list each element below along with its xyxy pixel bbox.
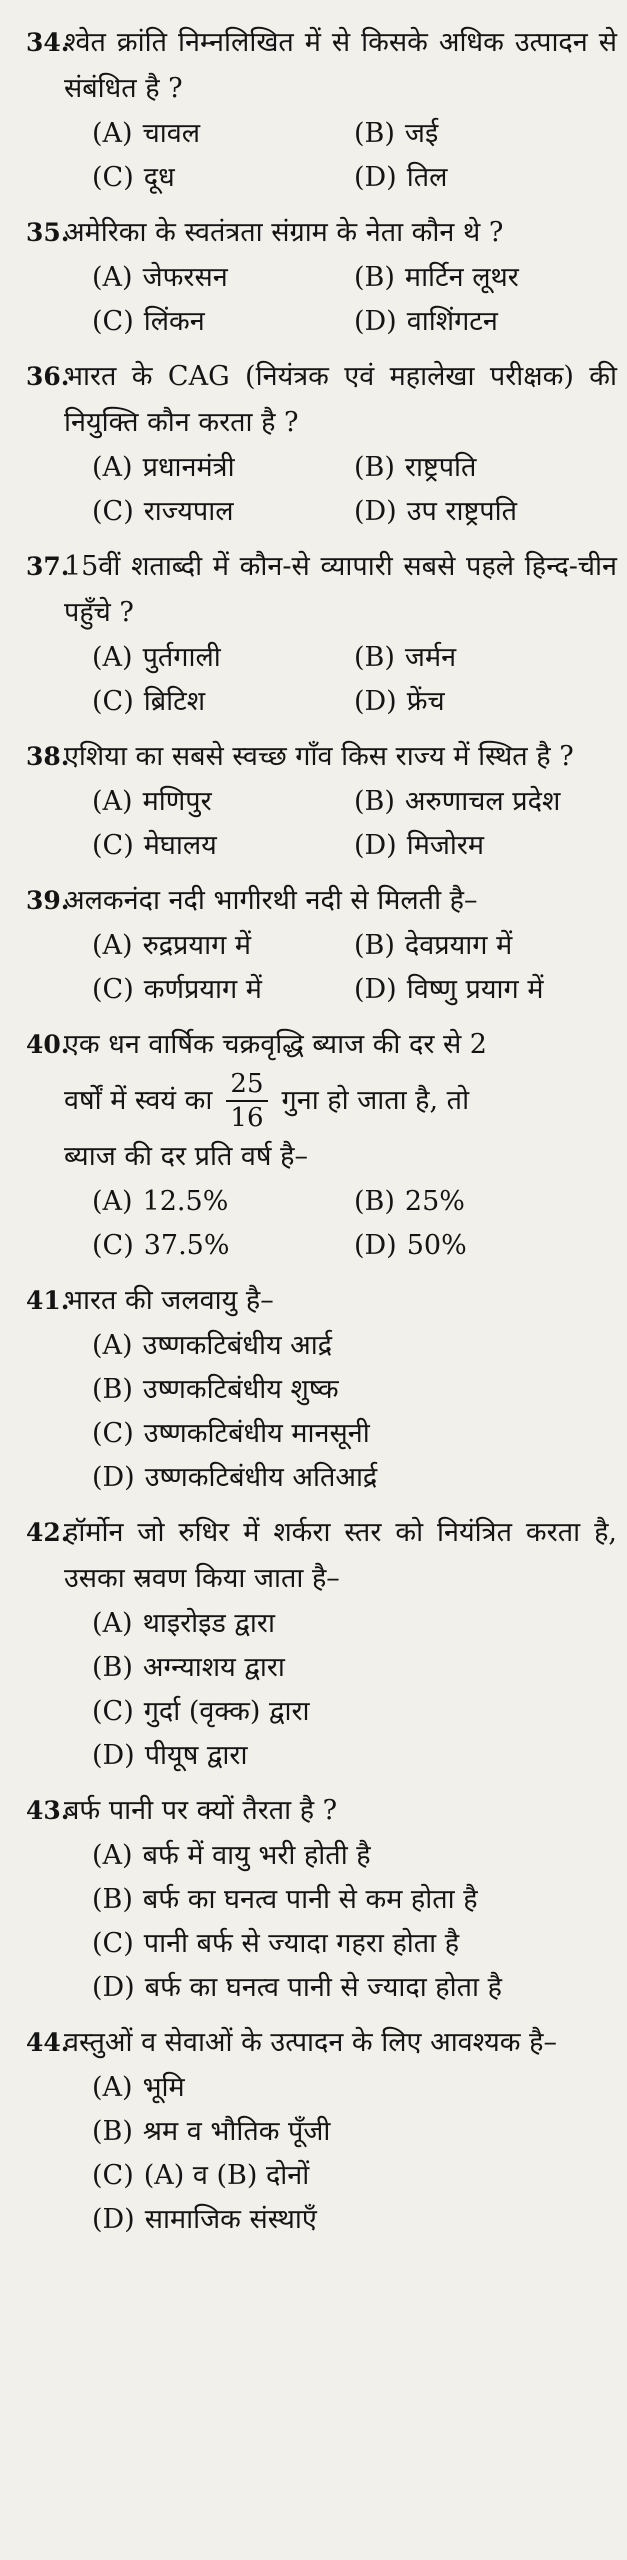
option-text: उप राष्ट्रपति [406, 496, 517, 527]
question-stem: अलकनंदा नदी भागीरथी नदी से मिलती है– [64, 885, 478, 916]
option-c[interactable] [92, 156, 354, 200]
option-text: 25% [404, 1186, 465, 1217]
question-stem-line-1: एक धन वार्षिक चक्रवृद्धि ब्याज की दर से 2 [64, 1029, 487, 1060]
option-d[interactable] [354, 680, 617, 724]
option-letter: (B) [354, 930, 395, 961]
option-letter: (B) [354, 642, 395, 673]
option-d[interactable] [92, 1456, 617, 1500]
option-letter: (C) [92, 830, 134, 861]
option-letter: (B) [92, 1652, 133, 1683]
option-b[interactable] [354, 924, 617, 968]
question-42 [26, 1510, 617, 1778]
option-text: रुद्रप्रयाग में [142, 930, 252, 961]
option-b[interactable] [354, 1180, 617, 1224]
option-letter: (D) [354, 1230, 397, 1261]
option-letter: (D) [92, 2204, 135, 2235]
option-text: तिल [406, 162, 448, 193]
option-text: राज्यपाल [143, 496, 234, 527]
fraction-numerator: 25 [226, 1068, 267, 1102]
option-d[interactable] [92, 2198, 617, 2242]
question-number: 39. [26, 886, 70, 915]
fraction-denominator: 16 [230, 1103, 264, 1133]
option-text: गुर्दा (वृक्क) द्वारा [143, 1696, 310, 1727]
option-text: 12.5% [142, 1186, 229, 1217]
options [92, 446, 617, 534]
options [92, 1834, 617, 2010]
option-letter: (A) [92, 642, 133, 673]
option-text: विष्णु प्रयाग में [406, 974, 544, 1005]
option-letter: (A) [92, 786, 133, 817]
option-a[interactable] [92, 780, 354, 824]
option-text: 37.5% [143, 1230, 230, 1261]
question-stem: श्वेत क्रांति निम्नलिखित में से किसके अधिक उत्पादन से संबंधित है ? [64, 27, 617, 104]
option-b[interactable] [354, 446, 617, 490]
question-40 [26, 1022, 617, 1268]
question-35 [26, 210, 617, 344]
option-d[interactable] [354, 300, 617, 344]
option-text: मेघालय [143, 830, 217, 861]
option-text: ब्रिटिश [143, 686, 206, 717]
option-letter: (A) [92, 1840, 133, 1871]
option-letter: (A) [92, 1330, 133, 1361]
option-letter: (C) [92, 2160, 134, 2191]
option-letter: (B) [354, 452, 395, 483]
option-text: उष्णकटिबंधीय शुष्क [142, 1374, 339, 1405]
option-b[interactable] [92, 1368, 617, 1412]
stem-text-after-fraction: गुना हो जाता है, तो [281, 1085, 470, 1116]
option-text: पुर्तगाली [142, 642, 221, 673]
question-stem: 15वीं शताब्दी में कौन-से व्यापारी सबसे पहले हिन्द-चीन पहुँचे ? [64, 551, 617, 628]
option-letter: (A) [92, 2072, 133, 2103]
option-c[interactable] [92, 1412, 617, 1456]
option-c[interactable] [92, 680, 354, 724]
option-text: 50% [406, 1230, 467, 1261]
option-text: बर्फ का घनत्व पानी से कम होता है [142, 1884, 478, 1915]
question-number: 35. [26, 218, 70, 247]
option-a[interactable] [92, 1180, 354, 1224]
option-letter: (D) [354, 306, 397, 337]
option-d[interactable] [354, 490, 617, 534]
question-43 [26, 1788, 617, 2010]
question-number: 40. [26, 1030, 70, 1059]
option-c[interactable] [92, 968, 354, 1012]
option-d[interactable] [354, 156, 617, 200]
option-a[interactable] [92, 112, 354, 156]
option-text: दूध [143, 162, 175, 193]
option-text: सामाजिक संस्थाएँ [144, 2204, 317, 2235]
question-34 [26, 20, 617, 200]
option-a[interactable] [92, 1834, 617, 1878]
option-text: उष्णकटिबंधीय अतिआर्द्र [144, 1462, 378, 1493]
option-d[interactable] [92, 1966, 617, 2010]
option-text: श्रम व भौतिक पूँजी [142, 2116, 331, 2147]
question-stem: बर्फ पानी पर क्यों तैरता है ? [64, 1795, 338, 1826]
option-b[interactable] [92, 2110, 617, 2154]
option-letter: (B) [92, 2116, 133, 2147]
option-text: देवप्रयाग में [404, 930, 513, 961]
option-letter: (A) [92, 930, 133, 961]
option-d[interactable] [354, 824, 617, 868]
option-letter: (D) [354, 162, 397, 193]
option-text: पीयूष द्वारा [144, 1740, 248, 1771]
option-a[interactable] [92, 256, 354, 300]
options [92, 1602, 617, 1778]
question-number: 37. [26, 552, 70, 581]
question-stem: हॉर्मोन जो रुधिर में शर्करा स्तर को नियंत्रित करता है, उसका स्रवण किया जाता है– [64, 1517, 617, 1594]
question-38 [26, 734, 617, 868]
option-text: (A) व (B) दोनों [143, 2160, 310, 2191]
option-letter: (A) [92, 118, 133, 149]
question-stem: अमेरिका के स्वतंत्रता संग्राम के नेता कौन थे ? [64, 217, 504, 248]
option-letter: (D) [354, 974, 397, 1005]
option-text: जर्मन [404, 642, 457, 673]
option-c[interactable] [92, 1224, 354, 1268]
option-text: राष्ट्रपति [404, 452, 477, 483]
option-text: बर्फ का घनत्व पानी से ज्यादा होता है [144, 1972, 502, 2003]
option-text: मार्टिन लूथर [404, 262, 519, 293]
option-text: अग्न्याशय द्वारा [142, 1652, 285, 1683]
question-stem: भारत की जलवायु है– [64, 1285, 274, 1316]
option-text: फ्रेंच [406, 686, 445, 717]
option-c[interactable] [92, 300, 354, 344]
option-letter: (B) [354, 1186, 395, 1217]
option-d[interactable] [354, 968, 617, 1012]
option-a[interactable] [92, 2066, 617, 2110]
option-b[interactable] [354, 636, 617, 680]
option-letter: (B) [354, 262, 395, 293]
question-44 [26, 2020, 617, 2242]
option-text: थाइरोइड द्वारा [142, 1608, 275, 1639]
option-letter: (D) [92, 1462, 135, 1493]
option-b[interactable] [354, 112, 617, 156]
option-letter: (B) [92, 1884, 133, 1915]
question-stem-line-2 [64, 1068, 617, 1134]
option-a[interactable] [92, 1324, 617, 1368]
option-text: लिंकन [143, 306, 205, 337]
question-stem: एशिया का सबसे स्वच्छ गाँव किस राज्य में स्थित है ? [64, 741, 574, 772]
option-text: बर्फ में वायु भरी होती है [142, 1840, 371, 1871]
question-39 [26, 878, 617, 1012]
option-a[interactable] [92, 446, 354, 490]
option-a[interactable] [92, 924, 354, 968]
option-text: जई [404, 118, 439, 149]
option-letter: (A) [92, 1186, 133, 1217]
option-b[interactable] [92, 1878, 617, 1922]
question-37 [26, 544, 617, 724]
question-number: 44. [26, 2028, 70, 2057]
option-letter: (C) [92, 1696, 134, 1727]
options [92, 112, 617, 200]
option-letter: (D) [92, 1972, 135, 2003]
fraction [226, 1068, 267, 1134]
option-letter: (C) [92, 686, 134, 717]
question-stem-line-3: ब्याज की दर प्रति वर्ष है– [64, 1141, 308, 1172]
option-c[interactable] [92, 824, 354, 868]
option-text: उष्णकटिबंधीय मानसूनी [143, 1418, 370, 1449]
option-letter: (A) [92, 1608, 133, 1639]
question-number: 34. [26, 28, 70, 57]
option-letter: (D) [354, 830, 397, 861]
option-letter: (C) [92, 162, 134, 193]
option-text: मणिपुर [142, 786, 212, 817]
option-b[interactable] [92, 1646, 617, 1690]
options [92, 636, 617, 724]
question-number: 43. [26, 1796, 70, 1825]
option-letter: (D) [92, 1740, 135, 1771]
option-c[interactable] [92, 1922, 617, 1966]
option-letter: (A) [92, 262, 133, 293]
question-36 [26, 354, 617, 534]
question-stem: भारत के CAG (नियंत्रक एवं महालेखा परीक्षक) की नियुक्ति कौन करता है ? [64, 361, 617, 438]
options [92, 1324, 617, 1500]
option-letter: (C) [92, 1928, 134, 1959]
option-c[interactable] [92, 1690, 617, 1734]
options [92, 924, 617, 1012]
option-text: अरुणाचल प्रदेश [404, 786, 561, 817]
option-text: प्रधानमंत्री [142, 452, 235, 483]
options [92, 2066, 617, 2242]
question-number: 38. [26, 742, 70, 771]
option-letter: (D) [354, 496, 397, 527]
question-41 [26, 1278, 617, 1500]
option-b[interactable] [354, 256, 617, 300]
option-a[interactable] [92, 636, 354, 680]
option-text: उष्णकटिबंधीय आर्द्र [142, 1330, 333, 1361]
option-d[interactable] [354, 1224, 617, 1268]
option-letter: (C) [92, 974, 134, 1005]
option-text: जेफरसन [142, 262, 228, 293]
option-text: कर्णप्रयाग में [143, 974, 262, 1005]
question-stem: वस्तुओं व सेवाओं के उत्पादन के लिए आवश्यक है– [64, 2027, 557, 2058]
option-text: वाशिंगटन [406, 306, 498, 337]
option-letter: (C) [92, 1418, 134, 1449]
option-a[interactable] [92, 1602, 617, 1646]
option-c[interactable] [92, 2154, 617, 2198]
options [92, 256, 617, 344]
options [92, 1180, 617, 1268]
option-d[interactable] [92, 1734, 617, 1778]
option-b[interactable] [354, 780, 617, 824]
option-text: चावल [142, 118, 201, 149]
option-letter: (C) [92, 1230, 134, 1261]
option-letter: (D) [354, 686, 397, 717]
option-text: पानी बर्फ से ज्यादा गहरा होता है [143, 1928, 460, 1959]
option-letter: (A) [92, 452, 133, 483]
option-letter: (C) [92, 496, 134, 527]
question-number: 41. [26, 1286, 70, 1315]
option-letter: (B) [354, 786, 395, 817]
option-letter: (B) [92, 1374, 133, 1405]
question-number: 36. [26, 362, 70, 391]
option-text: भूमि [142, 2072, 185, 2103]
option-c[interactable] [92, 490, 354, 534]
options [92, 780, 617, 868]
option-text: मिजोरम [406, 830, 485, 861]
stem-text-before-fraction: वर्षों में स्वयं का [64, 1085, 213, 1116]
question-number: 42. [26, 1518, 70, 1547]
option-letter: (C) [92, 306, 134, 337]
option-letter: (B) [354, 118, 395, 149]
